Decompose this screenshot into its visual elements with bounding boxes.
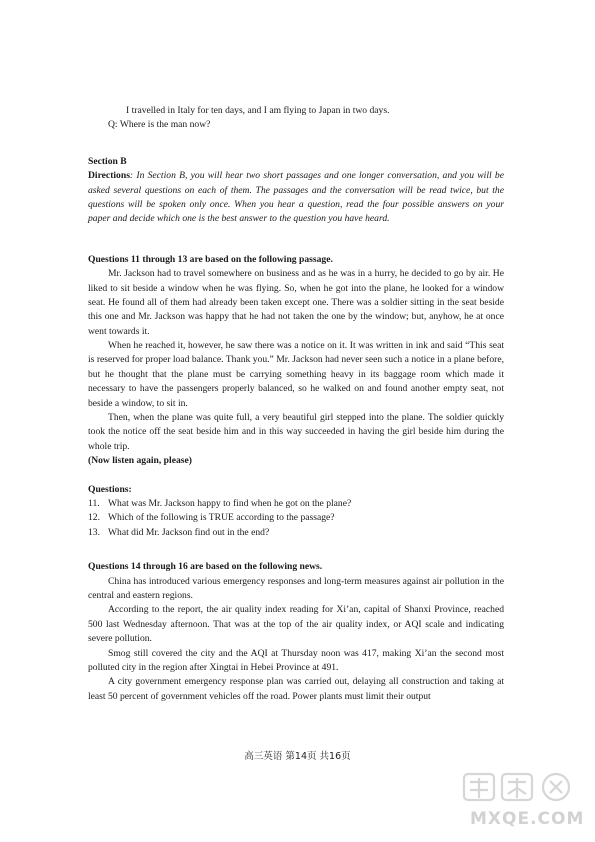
passage1-heading: Questions 11 through 13 are based on the following passage.	[88, 253, 333, 265]
watermark-logo	[458, 770, 588, 830]
passage2-paragraph: Smog still covered the city and the AQI at Thursday noon was 417, making Xi’an the second most polluted city in the region after Xingtai in Hebei Province at 491.	[88, 647, 504, 673]
question-item	[88, 511, 504, 525]
question-text: Which of the following is TRUE according to the passage?	[108, 512, 335, 524]
passage1-paragraph: Mr. Jackson had to travel somewhere on business and as he was in a hurry, he decided to go by air. He liked to sit beside a window when he was flying. So, when he got into the plane, he looked for a window seat. He found all of them had already been taken except one. There was a soldier sitting in the seat beside this one and Mr. Jackson was happy that he had not taken the one by the window; but, anyhow, he at once went towards it.	[88, 268, 504, 337]
page-footer: 高三英语 第14页 共16页	[244, 751, 351, 762]
passage2-paragraph: China has introduced various emergency responses and long-term measures against air pollution in the central and eastern regions.	[88, 575, 504, 601]
passage2-paragraph: A city government emergency response plan was carried out, delaying all construction and taking at least 50 percent of government vehicles off the road. Power plants must limit their output	[88, 676, 504, 702]
directions	[88, 169, 504, 227]
question-number: 12.	[88, 512, 100, 524]
watermark-text: MXQE.COM	[470, 809, 585, 829]
document-page	[88, 104, 504, 704]
directions-label: Directions	[88, 170, 130, 182]
intro-line: I travelled in Italy for ten days, and I am flying to Japan in two days.	[126, 105, 390, 116]
question-text: What was Mr. Jackson happy to find when he got on the plane?	[108, 497, 352, 509]
question-item	[88, 497, 504, 511]
directions-text: : In Section B, you will hear two short passages and one longer conversation, and you will be asked several questions on each of them. The passages and the conversation will be read twice, but the questions will be spoken only once. When you hear a question, read the four possible answers on your paper and decide which one is the best answer to the question you have heard.	[88, 170, 504, 225]
question-item	[88, 526, 504, 540]
listen-again-note: (Now listen again, please)	[88, 455, 192, 467]
passage1-paragraph: Then, when the plane was quite full, a very beautiful girl stepped into the plane. The soldier quickly took the notice off the seat beside him and in this way succeeded in having the girl beside him during the whole trip.	[88, 412, 504, 452]
intro-question: Q: Where is the man now?	[108, 119, 211, 131]
passage2-paragraph: According to the report, the air quality index reading for Xi’an, capital of Shanxi Province, reached 500 last Wednesday afternoon. That was at the top of the air quality index, or AQI scale and indicating severe pollution.	[88, 604, 504, 645]
question-number: 11.	[88, 497, 100, 509]
section-title: Section B	[88, 155, 127, 167]
questions-block	[88, 483, 504, 541]
passage1-paragraph: When he reached it, however, he saw there was a notice on it. It was written in ink and said “This seat is reserved for proper load balance. Thank you.” Mr. Jackson had never seen such a notice in a plane before, but he thought that the plane must be carrying something heavy in its baggage room which made it necessary to have the passengers properly balanced, so he walked on and found another empty seat, not beside a window, to sit in.	[88, 340, 504, 409]
passage2-heading: Questions 14 through 16 are based on the following news.	[88, 561, 323, 573]
question-text: What did Mr. Jackson find out in the end?	[108, 526, 270, 538]
question-number: 13.	[88, 526, 100, 538]
questions-heading: Questions:	[88, 483, 132, 495]
